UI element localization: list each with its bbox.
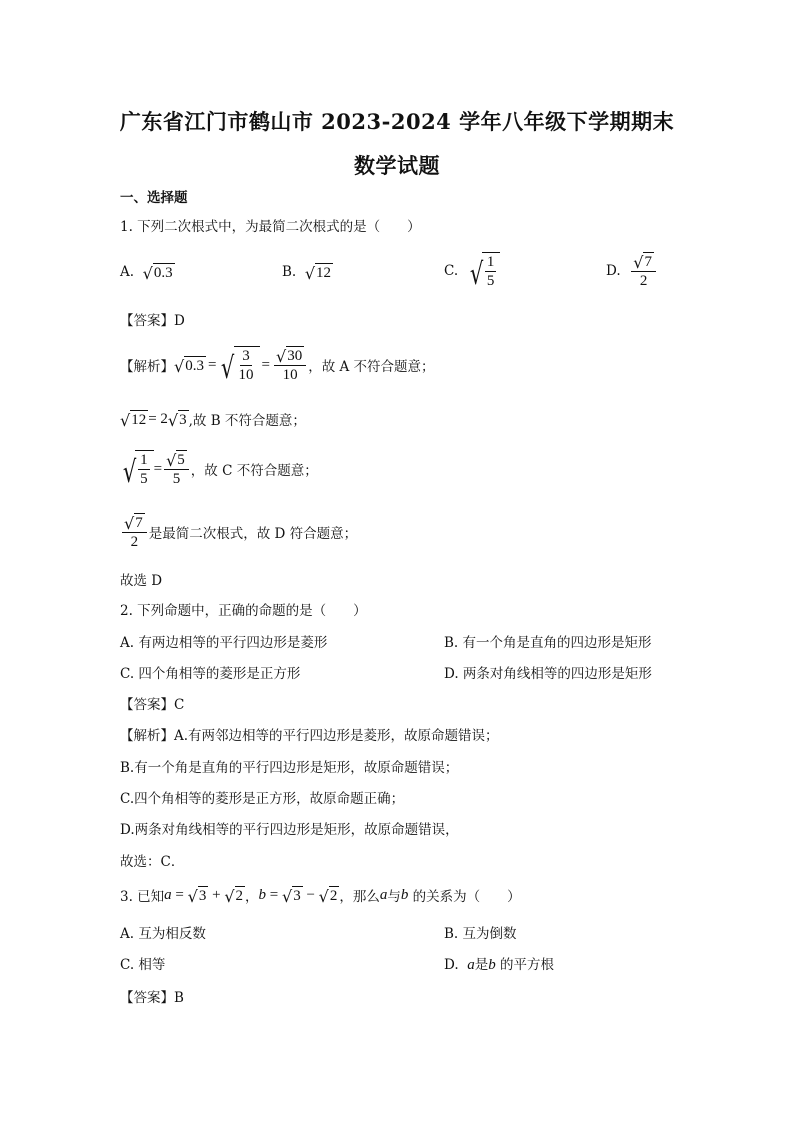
q2-analysis-line1: 【解析】A.有两邻边相等的平行四边形是菱形，故原命题错误； xyxy=(120,728,499,744)
q2-option-c: C. 四个角相等的菱形是正方形 xyxy=(120,666,301,682)
q1-option-b-label: B. xyxy=(282,264,297,280)
q3-stem: 3. 已知 a = √ 3 + √ 2 ， b = √ 3 − √ 2 ，那么 a 与 b 的关系为（ ） xyxy=(120,886,521,906)
q1-option-b-radical: √ 12 xyxy=(304,263,332,283)
q2-option-b: B. 有一个角是直角的四边形是矩形 xyxy=(444,635,652,651)
q2-stem: 2. 下列命题中，正确的命题的是（ ） xyxy=(120,603,367,619)
q2-analysis-line3: C.四个角相等的菱形是正方形，故原命题正确； xyxy=(120,791,405,807)
q1-analysis-line2: √ 12 = 2 √ 3 ,故 B 不符合题意； xyxy=(120,410,306,430)
q2-answer: 【答案】C xyxy=(120,697,185,713)
q1-option-d xyxy=(606,252,658,290)
q1-conclusion: 故选 D xyxy=(120,573,163,589)
q1-answer: 【答案】D xyxy=(120,313,185,329)
q2-option-a: A. 有两边相等的平行四边形是菱形 xyxy=(120,635,328,651)
q3-answer: 【答案】B xyxy=(120,990,184,1006)
q2-conclusion: 故选：C． xyxy=(120,854,185,870)
q2-analysis-line4: D.两条对角线相等的平行四边形是矩形，故原命题错误， xyxy=(120,822,459,838)
q2-option-d: D. 两条对角线相等的四边形是矩形 xyxy=(444,666,652,682)
q1-analysis-line3: √ $\frac{1}{5}$ = √ 5 5 ，故 C 不符合题意； xyxy=(122,451,318,491)
doc-title-line2: 数学试题 xyxy=(354,153,440,178)
q1-analysis-line4: √ 7 2 是最简二次根式，故 D 符合题意； xyxy=(124,514,358,551)
section-heading: 一、选择题 xyxy=(120,190,188,206)
q1-option-d-label: D. xyxy=(606,263,621,280)
q1-analysis-line1: 【解析】 √ 0.3 = √ $\frac{3}{10}$ = √ 30 10 ，故 A 不符合题意； xyxy=(120,347,435,387)
q1-option-c xyxy=(444,252,500,290)
q3-option-d: D. a 是 b 的平方根 xyxy=(444,957,555,973)
q1-option-b xyxy=(282,262,333,282)
q1-stem: 1. 下列二次根式中，为最简二次根式的是（ ） xyxy=(120,219,421,235)
q1-option-a xyxy=(120,262,175,282)
q2-analysis-line2: B.有一个角是直角的平行四边形是矩形，故原命题错误； xyxy=(120,760,459,776)
q3-option-b: B. 互为倒数 xyxy=(444,926,517,942)
q1-option-d-fraction: √ 7 2 xyxy=(631,252,656,290)
q1-option-a-radical: √ 0.3 xyxy=(142,263,173,283)
q3-option-c: C. 相等 xyxy=(120,957,166,973)
q1-option-c-radical: √ $\frac{1}{5}$ xyxy=(467,252,501,290)
doc-title-line1: 广东省江门市鹤山市 2023-2024 学年八年级下学期期末 xyxy=(119,109,675,134)
q1-option-c-label: C. xyxy=(444,263,459,279)
q1-option-a-label: A. xyxy=(120,264,135,280)
q3-option-a: A. 互为相反数 xyxy=(120,926,206,942)
